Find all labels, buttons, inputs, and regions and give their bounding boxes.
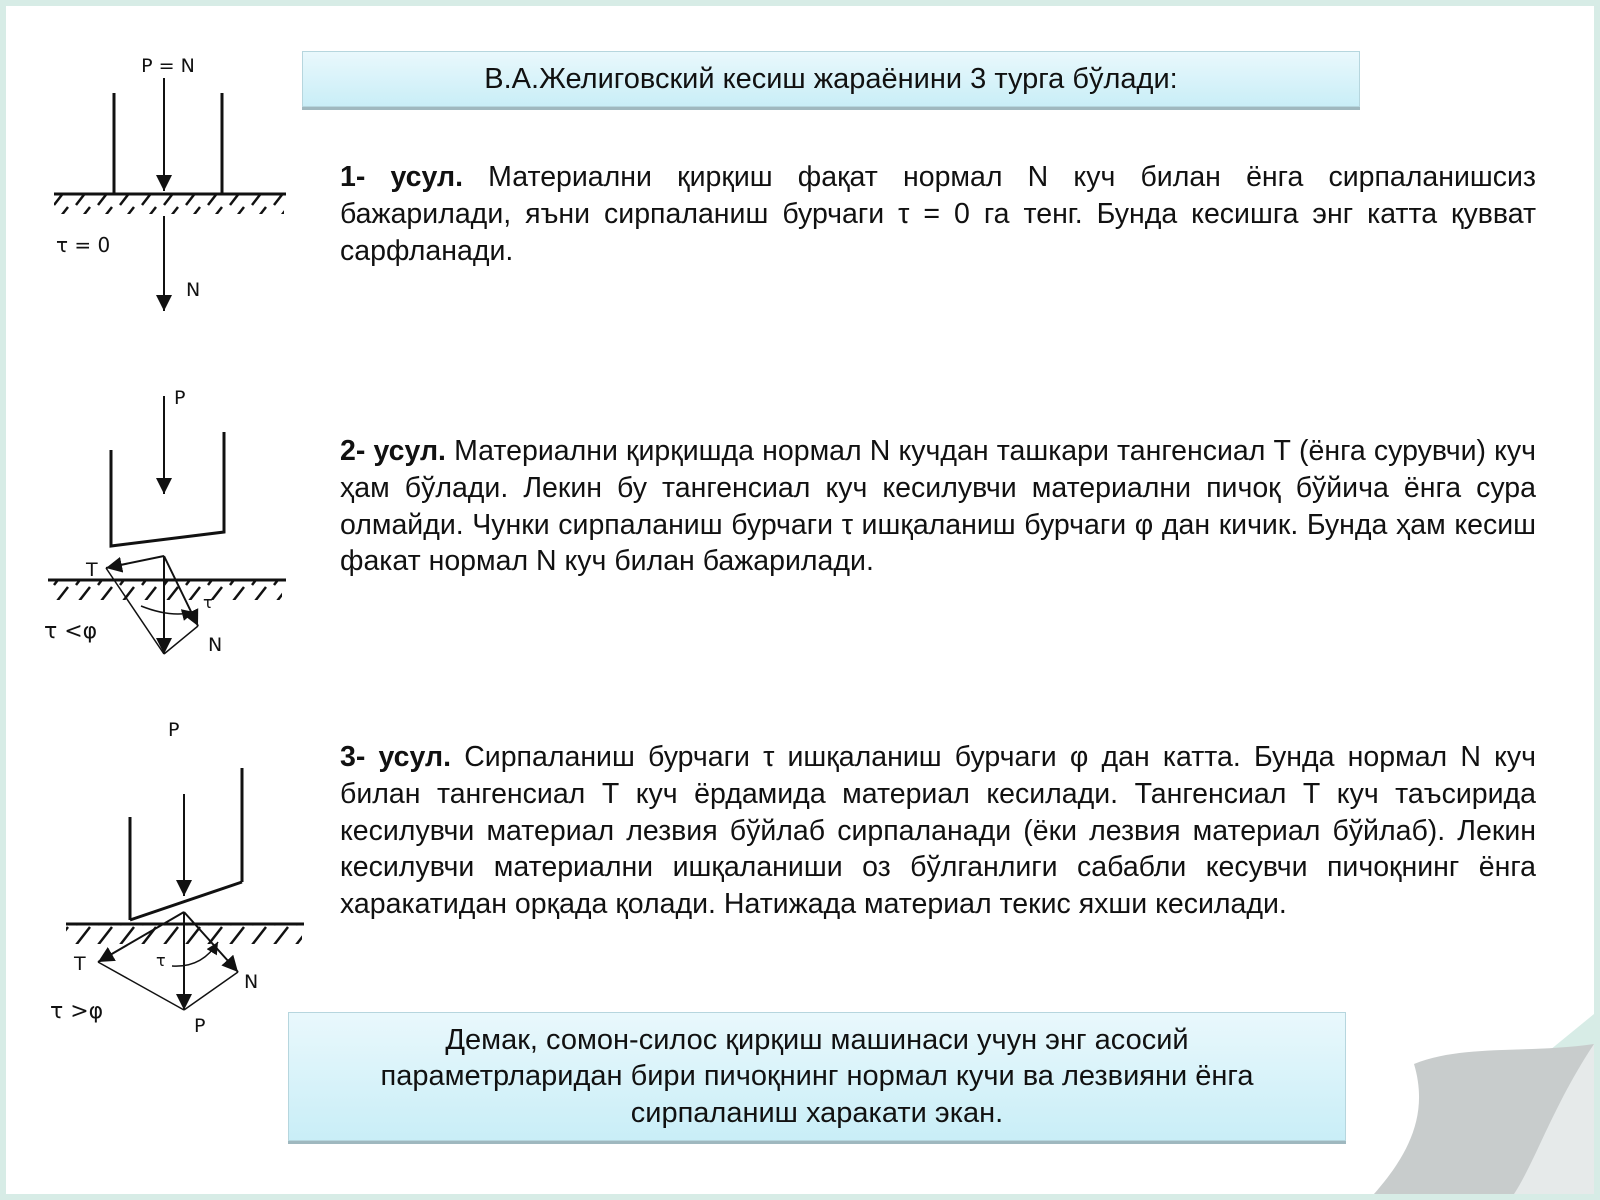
d3-resultant-label: P	[194, 1015, 206, 1037]
d2-tangent-label: T	[86, 559, 98, 581]
d2-parallelogram-side-b	[164, 626, 198, 654]
method-2-label: 2- усул.	[340, 435, 446, 467]
method-3-paragraph	[340, 739, 1536, 923]
summary-banner	[288, 1012, 1346, 1141]
d1-force-label: P = N	[141, 55, 195, 77]
force-diagrams	[6, 6, 326, 1186]
method-1-paragraph	[340, 159, 1536, 269]
method-3-label: 3- усул.	[340, 741, 452, 773]
d3-parallelogram-side-b	[184, 972, 238, 1010]
title-text: В.А.Желиговский кесиш жараёнини 3 турга бўлади:	[484, 62, 1178, 95]
d2-force-label: P	[174, 387, 186, 409]
d1-angle-label: τ = 0	[56, 233, 111, 257]
method-3-text: Сирпаланиш бурчаги τ ишқаланиш бурчаги φ дан катта. Бунда нормал N куч билан тангенсиал Т куч ёрдамида материал кесилади. Тангенсиал Т куч таъсирида кесилувчи материал лезвия бўйлаб сирпаланади (ёки лезвия материал бўйлаб). Лекин кесилувчи материални ишқаланиши оз бўлганлиги сабабли кесувчи пичоқнинг ёнга харакатидан орқада қолади. Натижада материал текис яхши кесилади.	[340, 741, 1537, 921]
d2-tangent-arrow	[106, 556, 164, 568]
method-1-label: 1- усул.	[340, 161, 463, 193]
d1-surface-hatching	[54, 194, 284, 214]
d3-parallelogram-side-a	[98, 962, 184, 1010]
d2-angle-label: τ	[203, 593, 213, 612]
d3-angle-arc	[172, 942, 218, 966]
diagram-1	[54, 55, 286, 311]
slide	[6, 6, 1594, 1194]
d3-normal-label: N	[244, 971, 259, 993]
d2-condition-label: τ <φ	[44, 619, 98, 644]
d2-angle-arc	[141, 606, 194, 614]
summary-text: Демак, сомон-силос қирқиш машинаси учун энг асосий параметрларидан бири пичоқнинг нормал кучи ва лезвияни ёнга сирпаланиш харакати экан.	[380, 1023, 1254, 1129]
d2-knife-outline	[111, 432, 224, 546]
d1-normal-label: N	[186, 279, 201, 301]
page-curl-decoration	[1354, 1014, 1594, 1194]
method-2-text: Материални қирқишда нормал N кучдан ташкари тангенсиал Т (ёнга сурувчи) куч ҳам бўлади. Лекин бу тангенсиал куч кесилувчи материални пичоқ бўйича ёнга сура олмайди. Чунки сирпаланиш бурчаги τ ишқаланиш бурчаги φ дан кичик. Бунда ҳам кесиш факат нормал N куч билан бажарилади.	[340, 435, 1536, 578]
method-1-text: Материални қирқиш фақат нормал N куч билан ёнга сирпаланишсиз бажарилади, яъни сирпаланиш бурчаги τ = 0 га тенг. Бунда кесишга энг катта қувват сарфланади.	[340, 161, 1537, 267]
d3-force-label: P	[168, 719, 180, 741]
d2-normal-label: N	[208, 634, 223, 656]
diagram-3	[50, 719, 304, 1037]
d3-tangent-label: T	[74, 953, 86, 975]
d3-condition-label: τ >φ	[50, 999, 104, 1024]
diagram-2	[44, 387, 286, 656]
title-banner	[302, 51, 1360, 107]
d3-angle-label: τ	[156, 951, 166, 970]
method-2-paragraph	[340, 433, 1536, 580]
